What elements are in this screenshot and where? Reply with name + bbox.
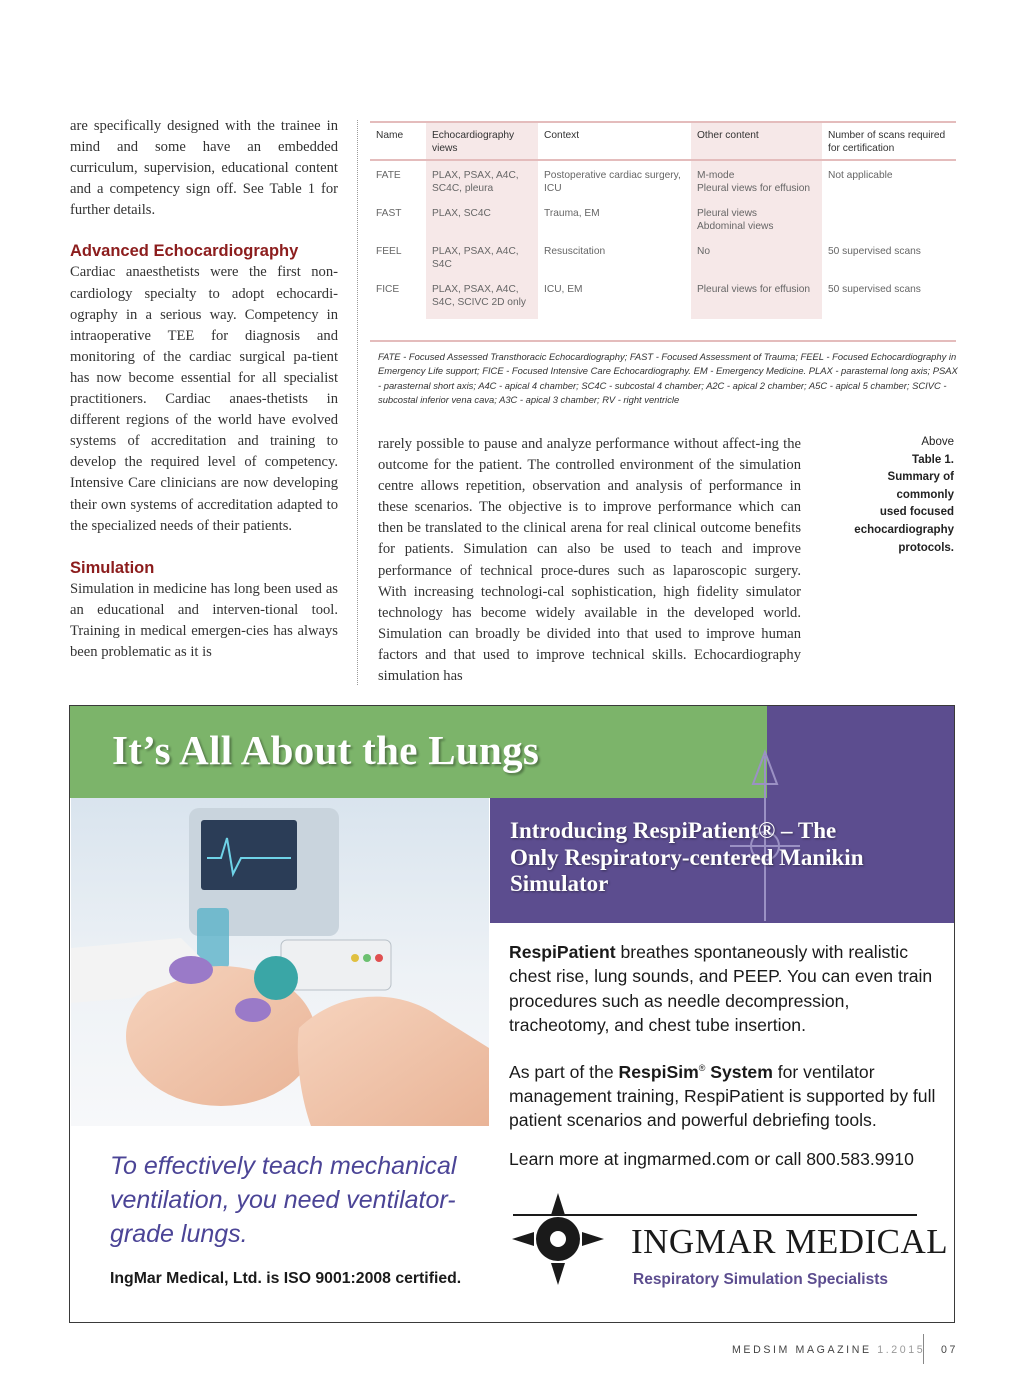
table-caption: [838, 434, 954, 557]
column-divider: [357, 120, 358, 685]
header-other-content: Other content: [691, 122, 822, 160]
footer-issue: 1.2015: [877, 1344, 926, 1356]
respisim-name: RespiSim: [618, 1061, 699, 1082]
table-row: [370, 160, 956, 201]
caption-line: echocardiography: [854, 523, 954, 536]
table-header-row: [370, 122, 956, 160]
table-cell: 50 supervised scans: [828, 246, 921, 257]
table-cell: FICE: [376, 284, 400, 295]
header-views: Echocardiography views: [426, 122, 538, 160]
caption-above: Above: [921, 436, 954, 448]
table-cell: Pleural views Abdominal views: [691, 201, 822, 239]
table-cell: 50 supervised scans: [828, 284, 921, 295]
ad-iso-certification: IngMar Medical, Ltd. is ISO 9001:2008 certified.: [110, 1270, 462, 1287]
ad-paragraph-2-start: As part of the: [509, 1061, 619, 1082]
table-cell: PLAX, PSAX, A4C, SC4C, pleura: [426, 160, 538, 201]
middle-paragraph: rarely possible to pause and analyze performance without affect-ing the outcome for the patient. The controlled environment of the simulation centre allows repetition, observation and analysis of performance in these scenarios. The objective is to improve performance which can then be translated to the clinical arena for real clinical outcome benefits for patients. Simulation can also be used to teach and improve performance of technical proce-dures such as laparoscopic surgery. With increasing technologi-cal sophistication, high fidelity simulator technology has become widely available in the developed world. Simulation can broadly be divided into that used to improve human factors and that used to improve technical skills. Echocardiography simulation has: [378, 436, 801, 685]
table-cell: FAST: [376, 208, 402, 219]
table-bottom-rule: [370, 340, 956, 342]
caption-line: used focused: [879, 506, 954, 519]
table-cell: Postoperative cardiac surgery, ICU: [544, 170, 681, 194]
table-cell: Not applicable: [828, 170, 893, 181]
middle-column: [378, 434, 801, 687]
footer-page-number: 07: [941, 1344, 958, 1356]
registered-mark: ®: [698, 1062, 706, 1073]
header-scans-required: Number of scans required for certification: [822, 122, 956, 160]
protocols-table: [370, 121, 956, 319]
header-name: Name: [370, 122, 426, 160]
table-cell: PLAX, PSAX, A4C, S4C: [426, 239, 538, 277]
ad-learn-more[interactable]: Learn more at ingmarmed.com or call 800.583.9910: [509, 1149, 914, 1169]
ad-body: [509, 940, 939, 1151]
table-cell: M-mode Pleural views for effusion: [691, 160, 822, 201]
respipatient-name: RespiPatient: [509, 942, 616, 962]
table-cell: PLAX, PSAX, A4C, S4C, SCIVC 2D only: [426, 277, 538, 319]
ad-paragraph-1-text: breathes spontaneously with realistic chest rise, lung sounds, and PEEP. You can even train procedures such as needle decompression, tracheotomy, and chest tube insertion.: [509, 942, 933, 1036]
table-cell: Resuscitation: [544, 246, 606, 257]
table-row: [370, 239, 956, 277]
header-context: Context: [538, 122, 691, 160]
heading-advanced-echocardiography: Advanced Echocardiography: [70, 242, 299, 261]
ad-paragraph-1: [509, 940, 939, 1038]
ingmar-advertisement[interactable]: [69, 705, 955, 1323]
heading-simulation: Simulation: [70, 558, 155, 577]
caption-line: Summary of: [887, 471, 954, 484]
ingmar-compass-logo-icon: [512, 1193, 604, 1285]
ad-intro-heading: Introducing RespiPatient® – The Only Respiratory-centered Manikin Simulator: [510, 818, 864, 896]
advanced-paragraph: Cardiac anaesthetists were the first non-cardiology specialty to adopt echocardi-ography in a serious way. Competency in intraoperative TEE for diagnosis and monitoring of the cardiac surgical pa-tient has now become essential for all specialist practitioners. Cardiac anaes-thetists in different regions of the world have evolved systems of accreditation and training to develop the required level of competency. Intensive Care clinicians are now developing their own systems of accreditation adapted to the specialized needs of their patients.: [70, 264, 338, 534]
table-cell: ICU, EM: [544, 284, 583, 295]
ad-paragraph-2: [509, 1056, 939, 1133]
left-column: [70, 116, 338, 663]
ingmar-medical-wordmark: INGMAR MEDICAL: [631, 1222, 949, 1261]
manikin-photo: [71, 798, 489, 1126]
respisim-system: System: [705, 1061, 773, 1082]
table-row: [370, 277, 956, 319]
table-abbreviations: FATE - Focused Assessed Transthoracic Echocardiography; FAST - Focused Assessment of Trauma; FEEL - Focused Echocardiography in Emergency Life support; FICE - Focused Intensive Care Echocardiography. EM - Emergency Medicine. PLAX - parasternal long axis; PSAX - parasternal short axis; A4C - apical 4 chamber; SC4C - subcostal 4 chamber; A2C - apical 2 chamber; A5C - apical 5 chamber; SCIVC - subcostal inferior vena cava; A3C - apical 3 chamber; RV - right ventricle: [378, 351, 958, 406]
ad-tagline: To effectively teach mechanical ventilation, you need ventilator-grade lungs.: [110, 1152, 457, 1248]
footer-magazine-name: MEDSIM MAGAZINE: [732, 1344, 872, 1356]
table-cell: Pleural views for effusion: [691, 277, 822, 319]
ad-title: It’s All About the Lungs: [112, 727, 540, 773]
caption-line: protocols.: [898, 541, 954, 554]
caption-line: commonly: [896, 488, 954, 501]
table-cell: [822, 201, 956, 239]
table-cell: Trauma, EM: [544, 208, 600, 219]
table-cell: FEEL: [376, 246, 402, 257]
table-cell: No: [691, 239, 822, 277]
table-row: [370, 201, 956, 239]
simulation-paragraph: Simulation in medicine has long been used as an educational and interven-tional tool. Training in medical emergen-cies has always been problematic as it is: [70, 580, 338, 660]
table-cell: PLAX, SC4C: [426, 201, 538, 239]
footer-divider: [923, 1334, 924, 1364]
table-cell: FATE: [376, 170, 401, 181]
caption-line: Table 1.: [912, 453, 954, 466]
intro-paragraph: are specifically designed with the trainee in mind and some have an embedded curriculum, supervision, educational content and a competency sign off. See Table 1 for further details.: [70, 118, 338, 219]
ad-paragraph-2-text: for ventilator management training, RespiPatient is supported by full patient scenarios and powerful debriefing tools.: [509, 1061, 936, 1131]
footer-magazine: [732, 1344, 925, 1356]
ingmar-medical-subtitle: Respiratory Simulation Specialists: [633, 1271, 888, 1288]
